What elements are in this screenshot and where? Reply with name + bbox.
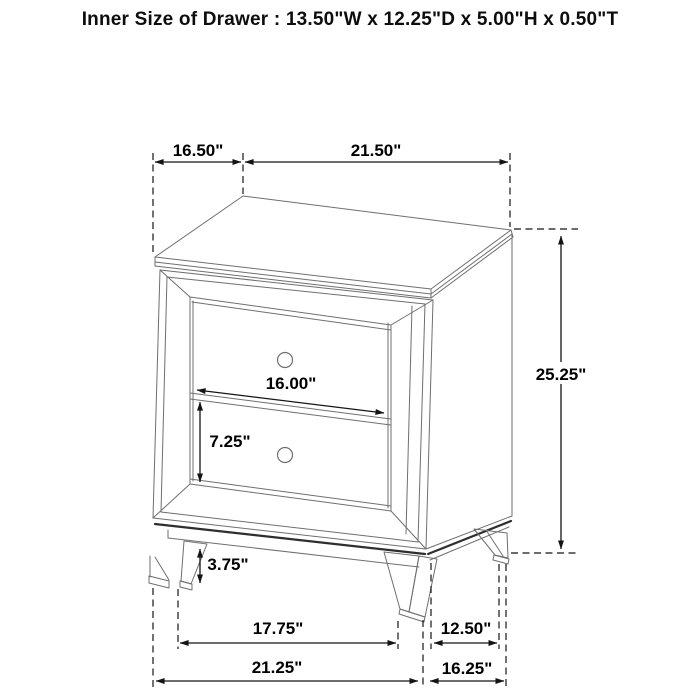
- dim-leg-height: [200, 549, 249, 583]
- nightstand-line-drawing: [149, 196, 513, 622]
- dim-base-width-label: 21.25": [251, 658, 303, 677]
- diagram-title: Inner Size of Drawer : 13.50"W x 12.25"D x 5.00"H x 0.50"T: [81, 9, 619, 30]
- drawer-bottom: [278, 448, 293, 463]
- dim-side-leg-spacing-label: 12.50": [440, 619, 492, 638]
- dim-base-width: [156, 658, 418, 681]
- dim-drawer-front-width-label: 16.00": [265, 374, 317, 393]
- dim-drawer-front-width: [197, 374, 384, 413]
- dim-leg-height-label: 3.75": [207, 555, 249, 574]
- dim-top-width-label: 21.50": [350, 141, 402, 160]
- dim-top-overhang-label: 16.50": [172, 141, 224, 160]
- drawer-top: [278, 353, 293, 368]
- front-left-leg: [180, 541, 207, 590]
- dim-front-leg-spacing: [180, 619, 396, 643]
- dim-front-leg-spacing-label: 17.75": [252, 619, 304, 638]
- dim-overall-height: [529, 236, 593, 549]
- dim-lower-drawer-height-label: 7.25": [209, 432, 251, 451]
- front-right-leg: [384, 552, 437, 622]
- front-frame: [153, 270, 433, 549]
- bottom-drawer-knob: [278, 448, 293, 463]
- dimension-annotations: [155, 141, 593, 681]
- extension-lines: [153, 153, 578, 688]
- dim-top-overhang: [155, 141, 241, 162]
- dim-overall-height-label: 25.25": [535, 365, 587, 384]
- dim-top-width: [245, 141, 508, 162]
- drawer-divider: [190, 393, 391, 425]
- top-drawer-knob: [278, 353, 293, 368]
- dim-base-depth-label: 16.25": [441, 659, 493, 678]
- tabletop: [155, 196, 513, 298]
- base-apron: [155, 524, 425, 567]
- back-left-leg: [149, 556, 169, 588]
- dim-lower-drawer-height: [200, 402, 251, 482]
- dim-side-leg-spacing: [434, 619, 497, 643]
- dim-base-depth: [430, 659, 504, 681]
